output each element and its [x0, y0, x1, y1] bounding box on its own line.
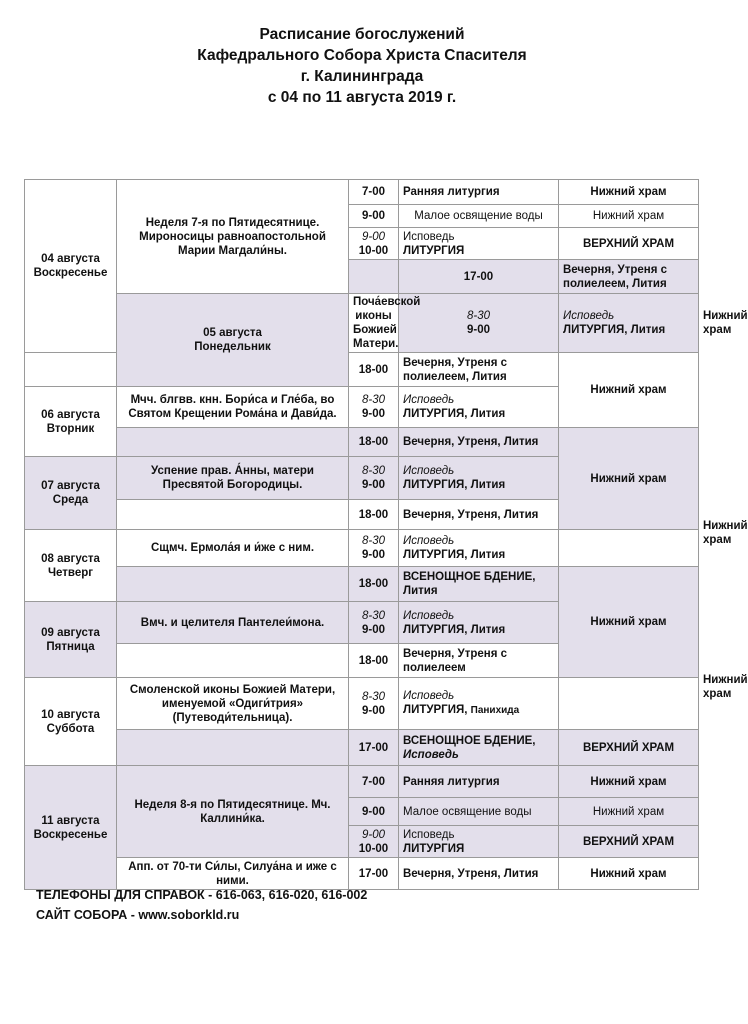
feast-cell-empty: [349, 260, 399, 294]
place-cell: ВЕРХНИЙ ХРАМ: [559, 826, 699, 858]
feast-cell: Неделя 7-я по Пятидесятнице. Мироносицы равноапостольной Марии Магдали́ны.: [117, 180, 349, 294]
service-a: Исповедь: [403, 394, 455, 406]
feast-cell-empty: [117, 730, 349, 766]
place-cell: Нижний храм: [559, 353, 699, 428]
time-cell: 17-00: [349, 730, 399, 766]
time-cell: [349, 387, 399, 428]
time-cell: [349, 826, 399, 858]
service-cell: [399, 530, 559, 567]
service-cell: [399, 602, 559, 644]
title-line-3: г. Калининграда: [300, 68, 424, 85]
time-a: 8-30: [361, 465, 386, 477]
schedule-table: [24, 179, 748, 890]
place-cell: Нижний храм: [559, 205, 699, 228]
time-cell: 7-00: [349, 180, 399, 205]
service-a: Исповедь: [403, 230, 455, 243]
time-cell: [349, 678, 399, 730]
feast-cell-empty: [117, 500, 349, 530]
service-cell: Малое освящение воды: [399, 798, 559, 826]
service-cell: [399, 387, 559, 428]
time-a: 8-30: [466, 310, 491, 322]
table-row: [25, 730, 699, 766]
time-a: 9-00: [361, 230, 386, 243]
place-cell: Нижний храм: [559, 858, 699, 890]
table-row: 17-00 Вечерня, Утреня с полиелеем, Лития Нижний храм: [25, 260, 699, 294]
day-cell: [117, 294, 349, 387]
footer-site: САЙТ СОБОРА - www.soborkld.ru: [36, 908, 240, 922]
title-line-4: с 04 по 11 августа 2019 г.: [267, 89, 457, 106]
day-weekday: Вторник: [46, 422, 95, 435]
day-weekday: Суббота: [46, 722, 95, 735]
service-cell: Вечерня, Утреня, Лития: [399, 428, 559, 457]
service-b: ЛИТУРГИЯ: [403, 842, 465, 855]
day-date: 11 августа: [41, 814, 100, 827]
feast-cell-empty: [25, 353, 117, 387]
service-cell: [399, 826, 559, 858]
time-cell: [349, 602, 399, 644]
service-b: Исповедь: [403, 748, 459, 761]
service-b: ЛИТУРГИЯ: [403, 244, 465, 257]
time-a: 8-30: [361, 535, 386, 547]
day-date: 06 августа: [41, 408, 100, 421]
place-cell: Нижний храм: [559, 798, 699, 826]
service-b: ЛИТУРГИЯ, Лития: [563, 324, 666, 336]
feast-cell: Успение прав. А́нны, матери Пресвятой Богородицы.: [117, 457, 349, 500]
day-date: 08 августа: [41, 552, 100, 565]
table-row: [25, 428, 699, 457]
time-b: 9-00: [361, 704, 386, 717]
table-row: [25, 766, 699, 798]
day-weekday: Понедельник: [194, 341, 271, 353]
time-cell: [349, 530, 399, 567]
service-cell: [559, 294, 699, 353]
service-b: Лития: [403, 585, 438, 597]
day-cell: [25, 180, 117, 353]
place-cell: Нижний храм: [559, 567, 699, 678]
service-cell: [399, 567, 559, 602]
place-cell: Нижний храм: [559, 428, 699, 530]
place-cell: ВЕРХНИЙ ХРАМ: [559, 228, 699, 260]
service-cell: [399, 228, 559, 260]
table-row: [25, 678, 699, 730]
time-cell: 17-00: [399, 260, 559, 294]
table-row: [25, 530, 699, 567]
time-a: 8-30: [361, 690, 386, 703]
feast-cell: Поча́евской иконы Божией Матери.: [349, 294, 399, 353]
service-cell: [399, 457, 559, 500]
service-cell: [399, 678, 559, 730]
feast-cell-empty: [117, 567, 349, 602]
title-line-2: Кафедрального Собора Христа Спасителя: [197, 47, 527, 64]
day-cell: [25, 530, 117, 602]
time-a: 9-00: [361, 828, 386, 841]
feast-cell: Смоленской иконы Божией Матери, именуемой «Одиги́трия» (Путеводи́тельница).: [117, 678, 349, 730]
title-line-1: Расписание богослужений: [259, 26, 465, 43]
time-cell: [349, 228, 399, 260]
time-cell: 9-00: [349, 798, 399, 826]
time-b: 10-00: [358, 244, 389, 257]
table-row: [25, 294, 699, 353]
day-cell: [25, 678, 117, 766]
day-cell: [25, 457, 117, 530]
footer: [36, 885, 367, 925]
place-cell: Нижний храм: [559, 180, 699, 205]
time-cell: [349, 457, 399, 500]
day-date: 10 августа: [41, 708, 100, 721]
table-row: [25, 180, 699, 205]
feast-cell: Сщмч. Ермола́я и и́же с ним.: [117, 530, 349, 567]
day-weekday: Пятница: [46, 640, 95, 653]
time-a: 8-30: [361, 609, 386, 622]
time-b: 9-00: [361, 549, 386, 561]
service-a: Исповедь: [403, 828, 455, 841]
time-cell: 9-00: [349, 205, 399, 228]
feast-cell-empty: [117, 644, 349, 678]
day-weekday: Воскресенье: [33, 267, 108, 279]
day-cell: [25, 387, 117, 457]
day-date: 04 августа: [41, 253, 100, 265]
time-b: 9-00: [361, 408, 386, 420]
table-row: 18-00 Вечерня, Утреня, Лития Нижний храм: [25, 500, 699, 530]
service-cell: Вечерня, Утреня, Лития: [399, 858, 559, 890]
time-b: 10-00: [358, 842, 389, 855]
service-a: Исповедь: [403, 465, 455, 477]
service-a: Исповедь: [403, 535, 455, 547]
service-a: Исповедь: [403, 609, 455, 622]
day-weekday: Четверг: [47, 566, 94, 579]
table-row: 18-00 Вечерня, Утреня с полиелеем Нижний храм: [25, 644, 699, 678]
feast-cell: Вмч. и целителя Пантелеи́мона.: [117, 602, 349, 644]
time-cell: 18-00: [349, 644, 399, 678]
place-cell: Нижний храм: [559, 766, 699, 798]
time-cell: 18-00: [349, 428, 399, 457]
day-weekday: Среда: [52, 494, 89, 506]
time-b: 9-00: [361, 623, 386, 636]
feast-cell: Апп. от 70-ти Си́лы, Силуа́на и иже с ними.: [117, 858, 349, 890]
service-b: ЛИТУРГИЯ, Лития: [403, 623, 506, 636]
service-a: Исповедь: [403, 690, 455, 702]
time-cell: [399, 294, 559, 353]
service-cell: Вечерня, Утреня с полиелеем, Лития: [399, 353, 559, 387]
time-b: 9-00: [466, 324, 491, 336]
service-cell: Вечерня, Утреня с полиелеем, Лития: [559, 260, 699, 294]
service-a: Исповедь: [563, 310, 615, 322]
day-cell: [25, 766, 117, 890]
service-cell: Ранняя литургия: [399, 766, 559, 798]
service-cell: [399, 730, 559, 766]
day-date: 07 августа: [41, 480, 100, 492]
day-cell: [25, 602, 117, 678]
service-a: ВСЕНОЩНОЕ БДЕНИЕ,: [403, 734, 536, 747]
service-a: ВСЕНОЩНОЕ БДЕНИЕ,: [403, 571, 536, 583]
service-cell: Малое освящение воды: [399, 205, 559, 228]
service-b: ЛИТУРГИЯ, Лития: [403, 549, 506, 561]
service-b: ЛИТУРГИЯ, Лития: [403, 408, 506, 420]
service-cell: Вечерня, Утреня, Лития: [399, 500, 559, 530]
time-cell: 17-00: [349, 858, 399, 890]
day-weekday: Воскресенье: [33, 828, 108, 841]
time-cell: 7-00: [349, 766, 399, 798]
table-row: [25, 567, 699, 602]
day-date: 05 августа: [203, 327, 262, 339]
service-cell: Вечерня, Утреня с полиелеем: [399, 644, 559, 678]
footer-phones: ТЕЛЕФОНЫ ДЛЯ СПРАВОК - 616-063, 616-020, 616-002: [36, 888, 368, 902]
service-b-extra: Панихида: [470, 705, 520, 716]
service-b: ЛИТУРГИЯ,: [403, 704, 468, 716]
page-title: [0, 24, 724, 108]
day-date: 09 августа: [41, 626, 100, 639]
feast-cell: Неделя 8-я по Пятидесятнице. Мч. Каллини́ка.: [117, 766, 349, 858]
service-cell: Ранняя литургия: [399, 180, 559, 205]
time-cell: 18-00: [349, 567, 399, 602]
time-cell: 18-00: [349, 353, 399, 387]
feast-cell-empty: [117, 428, 349, 457]
place-cell: ВЕРХНИЙ ХРАМ: [559, 730, 699, 766]
time-b: 9-00: [361, 479, 386, 491]
time-a: 8-30: [361, 394, 386, 406]
feast-cell: Мчч. блгвв. кнн. Бори́са и Гле́ба, во Святом Крещении Рома́на и Дави́да.: [117, 387, 349, 428]
service-b: ЛИТУРГИЯ, Лития: [403, 479, 506, 491]
time-cell: 18-00: [349, 500, 399, 530]
